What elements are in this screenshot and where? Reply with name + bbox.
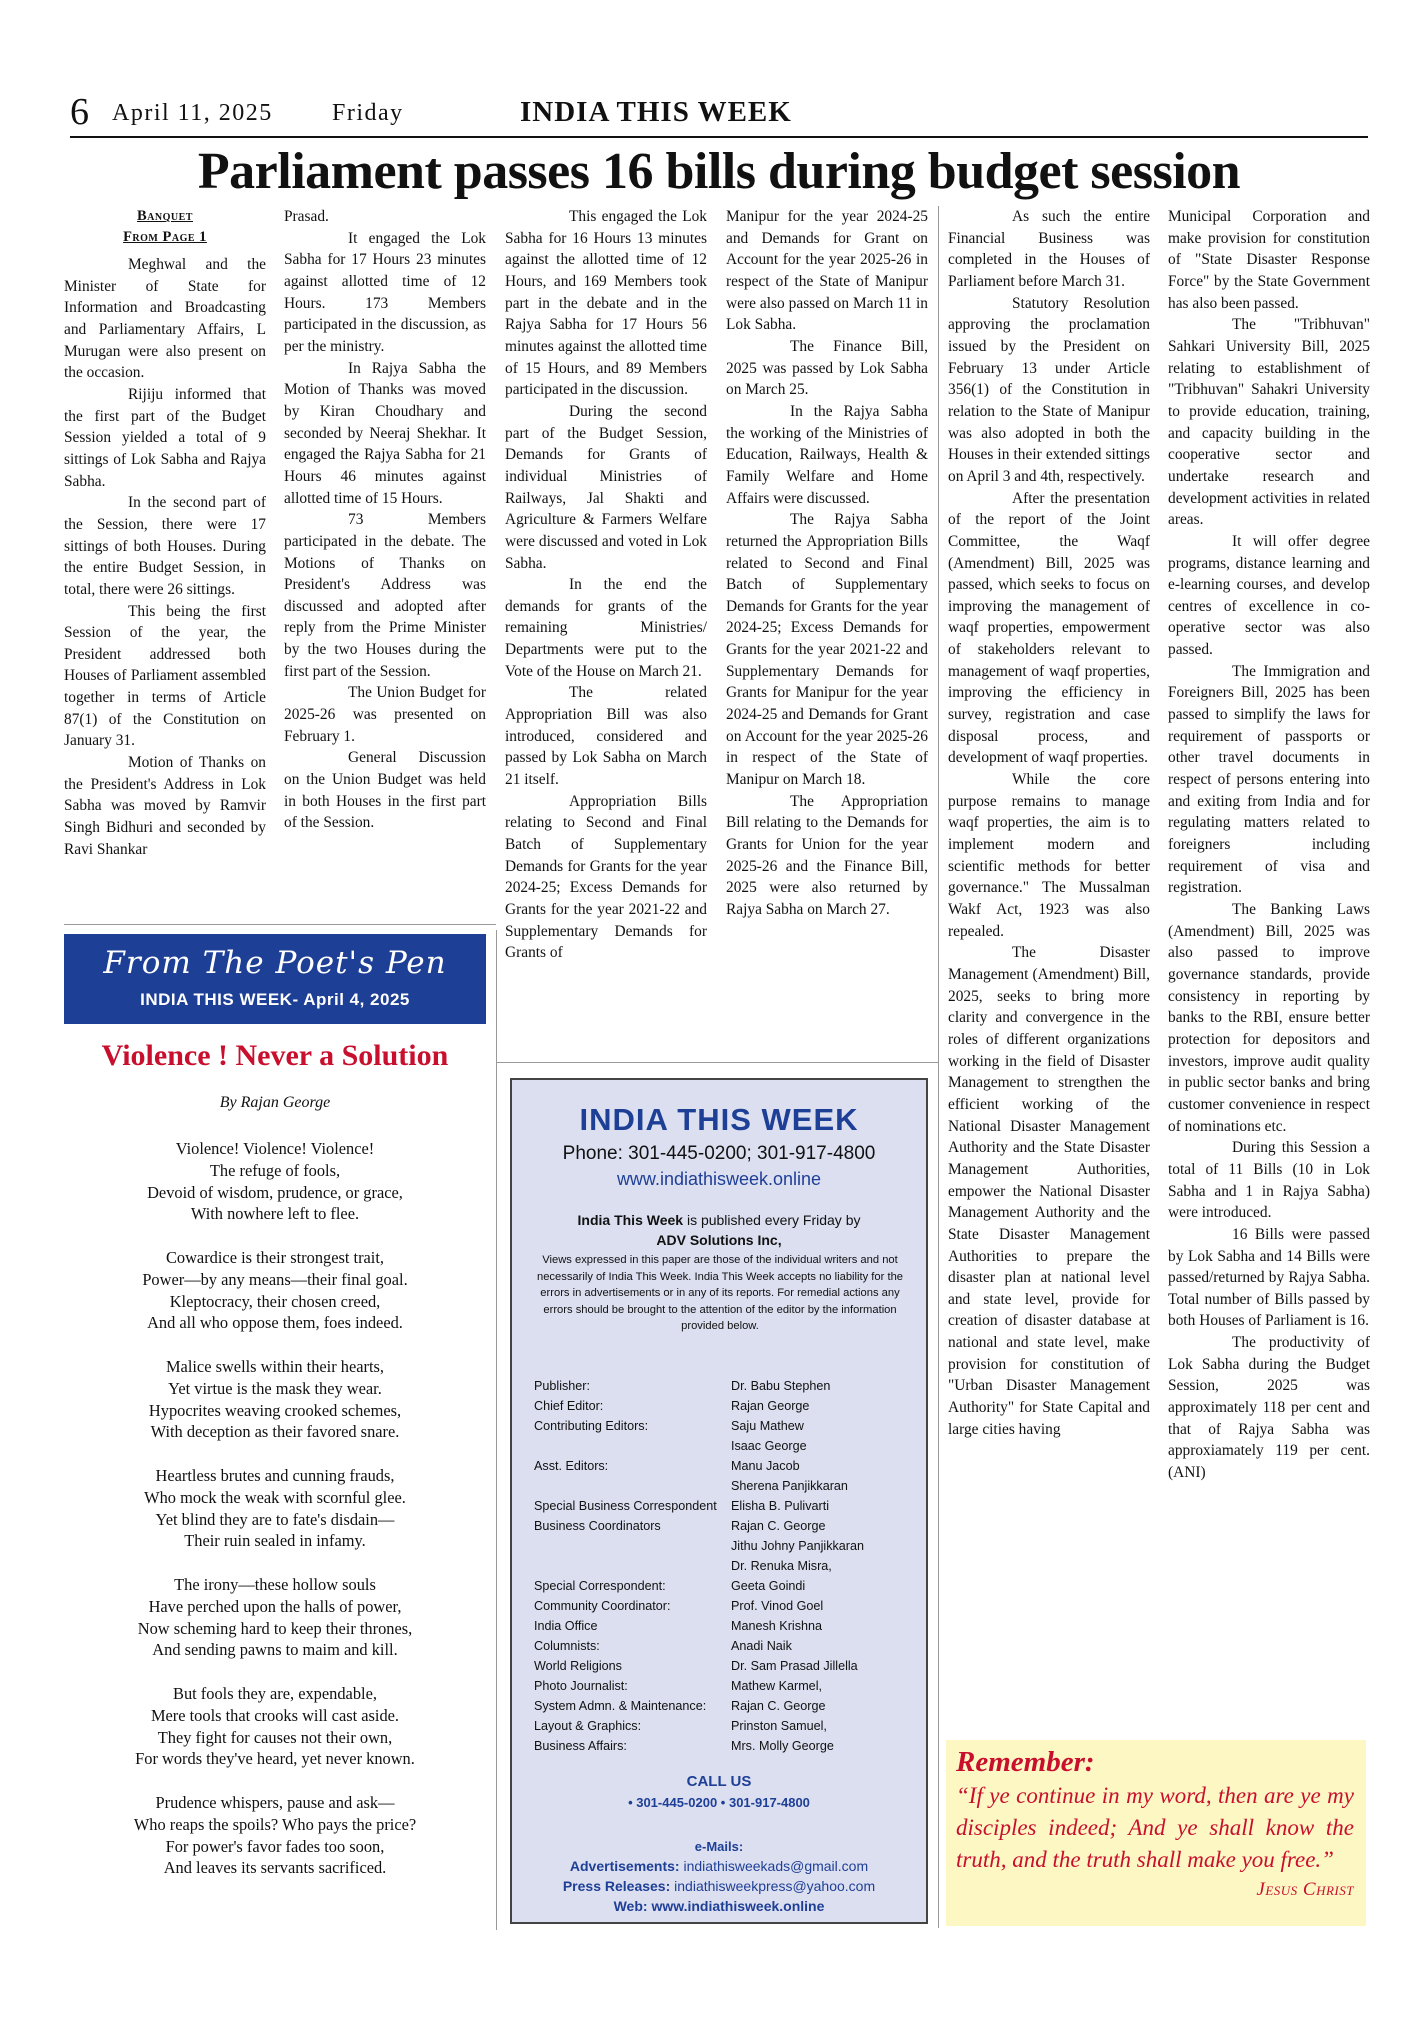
poem-line: And sending pawns to maim and kill. xyxy=(152,1640,398,1660)
poem-line: But fools they are, expendable, xyxy=(173,1683,377,1703)
web-link[interactable]: www.indiathisweek.online xyxy=(651,1898,825,1914)
article-paragraph: Manipur for the year 2024-25 and Demands for Grant on Account for the year 2025-26 in respect of the State of Manipur were also passed on March 11 in Lok Sabha. xyxy=(726,208,928,334)
article-paragraph: The Rajya Sabha returned the Appropriation Bills related to Second and Final Batch of Supplementary Demands for Grants for the year 2024-25; Excess Demands for Grants for the year 2021-22 and Supplementary Demands for Grants for Manipur for the year 2024-25 and Demands for Grant on Account for the year 2025-26 in respect of the State of Manipur on March 18. xyxy=(726,511,928,789)
poem-line: Their ruin sealed in infamy. xyxy=(184,1531,366,1551)
info-box-website[interactable]: www.indiathisweek.online xyxy=(616,1169,822,1189)
staff-row xyxy=(534,1436,914,1456)
poem-title: Violence ! Never a Solution xyxy=(101,1039,449,1072)
poets-pen-banner xyxy=(64,934,486,1024)
poem-stanza xyxy=(64,1138,486,1225)
staff-row xyxy=(534,1636,914,1656)
email-list xyxy=(512,1856,926,1916)
publisher-statement xyxy=(512,1210,926,1250)
article-paragraph: Prasad. xyxy=(284,208,329,225)
poem-line: With nowhere left to flee. xyxy=(190,1204,360,1224)
page-number: 6 xyxy=(70,91,89,133)
article-paragraph: The Appropriation Bill relating to the Demands for Grants for Union for the year 2025-26 and the Finance Bill, 2025 were also returned by Rajya Sabha on March 27. xyxy=(726,792,928,918)
disclaimer: Views expressed in this paper are those of the individual writers and not necessarily of India This Week. India This Week accepts no liability for the errors in advertisements or in any of its reports. For remedial actions any errors should be brought to the attention of the editor by the information provided below. xyxy=(536,1254,904,1332)
issue-day: Friday xyxy=(332,100,404,126)
article-column-2 xyxy=(284,206,486,918)
kicker-section: Banquet xyxy=(137,208,193,224)
column-divider xyxy=(496,930,497,1930)
column-body xyxy=(284,206,486,834)
article-paragraph: During this Session a total of 11 Bills (10 in Lok Sabha and 1 in Rajya Sabha) were introduced. xyxy=(1168,1139,1370,1222)
remember-attribution: Jesus Christ xyxy=(1256,1879,1354,1900)
staff-role: Columnists: xyxy=(534,1639,600,1653)
staff-role: Contributing Editors: xyxy=(534,1419,649,1433)
staff-role: Business Coordinators xyxy=(534,1519,661,1533)
article-paragraph: During the second part of the Budget Session, Demands for Grants of individual Ministries of Railways, Jal Shakti and Agriculture & Farmers Welfare were discussed and voted in Lok Sabha. xyxy=(505,402,707,572)
column-body xyxy=(1168,206,1370,1484)
poem-line: Now scheming hard to keep their thrones, xyxy=(137,1618,413,1638)
staff-name: Mathew Karmel, xyxy=(731,1679,822,1693)
poem-line: Hypocrites weaving crooked schemes, xyxy=(148,1400,402,1420)
column-body xyxy=(726,206,928,921)
poem-stanza xyxy=(64,1465,486,1552)
staff-name: Manu Jacob xyxy=(731,1459,800,1473)
staff-name: Geeta Goindi xyxy=(731,1579,806,1593)
issue-date: April 11, 2025 xyxy=(112,100,273,126)
emails-label: e-Mails: xyxy=(694,1839,744,1854)
article-paragraph: In the Rajya Sabha the working of the Ministries of Education, Railways, Health & Family Welfare and Home Affairs were discussed. xyxy=(726,402,928,507)
staff-name: Rajan C. George xyxy=(731,1519,826,1533)
remember-title: Remember: xyxy=(956,1746,1095,1778)
ads-label: Advertisements: xyxy=(569,1858,680,1874)
article-paragraph: General Discussion on the Union Budget was held in both Houses in the first part of the Session. xyxy=(284,749,486,832)
poem-line: Power—by any means—their final goal. xyxy=(142,1269,408,1289)
column-body xyxy=(948,206,1150,1440)
article-paragraph: It engaged the Lok Sabha for 17 Hours 23 minutes against allotted time of 12 Hours. 173 Members participated in the discussion, as per the ministry. xyxy=(284,229,486,355)
poem-stanza xyxy=(64,1356,486,1443)
staff-row xyxy=(534,1576,914,1596)
poem-line: Kleptocracy, their chosen creed, xyxy=(169,1291,381,1311)
staff-row xyxy=(534,1736,914,1756)
paper-name-bold: India This Week xyxy=(577,1212,684,1228)
staff-name: Prof. Vinod Goel xyxy=(731,1599,824,1613)
article-paragraph: In the second part of the Session, there were 17 sittings of both Houses. During the entire Budget Session, in total, there were 26 sittings. xyxy=(64,494,266,598)
article-paragraph: 16 Bills were passed by Lok Sabha and 14 Bills were passed/returned by Rajya Sabha. Total number of Bills passed by both Houses of Parliament is 16. xyxy=(1168,1225,1370,1330)
staff-name: Rajan George xyxy=(731,1399,810,1413)
poem-line: With deception as their favored snare. xyxy=(150,1422,400,1442)
article-paragraph: The related Appropriation Bill was also introduced, considered and passed by Lok Sabha on March 21 itself. xyxy=(505,684,707,789)
article-paragraph: Appropriation Bills relating to Second and Final Batch of Supplementary Demands for Grants for the year 2024-25; Excess Demands for Grants for the year 2021-22 and Supplementary Demands for Grants of xyxy=(505,792,707,962)
poem-line: Mere tools that crooks will cast aside. xyxy=(150,1705,400,1725)
poem-stanza xyxy=(64,1574,486,1661)
column-body xyxy=(64,254,266,860)
article-paragraph: The productivity of Lok Sabha during the Budget Session, 2025 was approximately 118 per cent and that of Rajya Sabha was approxiamately 119 per cent. (ANI) xyxy=(1168,1334,1370,1482)
staff-role xyxy=(534,1436,731,1456)
staff-row xyxy=(534,1476,914,1496)
masthead-rule xyxy=(70,136,1368,138)
article-paragraph: In the end the demands for grants of the remaining Ministries/ Departments were put to the Vote of the House on March 21. xyxy=(505,576,707,680)
staff-role: World Religions xyxy=(534,1659,622,1673)
staff-role: Community Coordinator: xyxy=(534,1599,671,1613)
staff-role: System Admn. & Maintenance: xyxy=(534,1699,707,1713)
publish-frequency: is published every Friday by xyxy=(683,1212,861,1228)
article-paragraph: This engaged the Lok Sabha for 16 Hours 13 minutes against the allotted time of 12 Hours, and 169 Members took part in the debate and in the Rajya Sabha for 17 Hours 56 minutes against the allotted time of 15 Hours, and 89 Members participated in the discussion. xyxy=(505,208,707,399)
poem-line: Violence! Violence! Violence! xyxy=(175,1139,375,1158)
poets-pen-subtitle: INDIA THIS WEEK- April 4, 2025 xyxy=(140,990,410,1009)
section-divider xyxy=(496,1062,938,1063)
article-paragraph: 73 Members participated in the debate. The Motions of Thanks on President's Address was discussed and adopted after reply from the Prime Minister by the two Houses during the first part of the Session. xyxy=(284,511,486,680)
staff-name: Dr. Renuka Misra, xyxy=(731,1559,832,1573)
poets-pen-title: From The Poet's Pen xyxy=(103,945,447,981)
poem-line: Devoid of wisdom, prudence, or grace, xyxy=(147,1182,403,1202)
poem-line: Yet blind they are to fate's disdain— xyxy=(155,1509,395,1529)
article-paragraph: In Rajya Sabha the Motion of Thanks was moved by Kiran Choudhary and seconded by Neeraj Shekhar. It engaged the Rajya Sabha for 21 Hours 46 minutes against allotted time of 15 Hours. xyxy=(284,359,486,507)
staff-row xyxy=(534,1656,914,1676)
staff-role xyxy=(534,1556,731,1576)
staff-name: Isaac George xyxy=(731,1439,807,1453)
poem-line: Heartless brutes and cunning frauds, xyxy=(155,1465,395,1485)
poem-line: The irony—these hollow souls xyxy=(174,1574,376,1594)
poem-line: For words they've heard, yet never known. xyxy=(135,1749,415,1769)
article-paragraph: Motion of Thanks on the President's Address in Lok Sabha was moved by Ramvir Singh Bidhuri and seconded by Ravi Shankar xyxy=(64,754,266,858)
staff-role xyxy=(534,1536,731,1556)
article-column-4 xyxy=(726,206,928,1054)
poem-line: And all who oppose them, foes indeed. xyxy=(147,1313,403,1333)
poem-body xyxy=(64,1138,486,1901)
staff-row xyxy=(534,1716,914,1736)
article-column-5 xyxy=(948,206,1150,1696)
staff-row xyxy=(534,1616,914,1636)
staff-role: Special Correspondent: xyxy=(534,1579,666,1593)
article-paragraph: This being the first Session of the year, the President addressed both Houses of Parliament assembled together in terms of Article 87(1) of the Constitution on January 31. xyxy=(64,602,266,750)
staff-name: Sherena Panjikkaran xyxy=(731,1479,848,1493)
section-divider xyxy=(64,924,496,925)
column-divider xyxy=(938,206,939,1928)
poem-line: And leaves its servants sacrificed. xyxy=(163,1858,387,1878)
article-paragraph: As such the entire Financial Business was completed in the Houses of Parliament before March 31. xyxy=(948,208,1150,290)
staff-row xyxy=(534,1456,914,1476)
staff-role: Photo Journalist: xyxy=(534,1679,628,1693)
publication-info-box xyxy=(510,1078,928,1924)
poem-stanza xyxy=(64,1683,486,1770)
article-paragraph: The Immigration and Foreigners Bill, 2025 has been passed to simplify the laws for requirement of passports or other travel documents in respect of persons entering into and exiting from India and for regulating matters related to foreigners including requirement of visa and registration. xyxy=(1168,662,1370,897)
poem-line: Who reaps the spoils? Who pays the price? xyxy=(133,1814,417,1834)
staff-row xyxy=(534,1676,914,1696)
poem-stanza xyxy=(64,1247,486,1334)
web-label: Web: xyxy=(613,1898,648,1914)
staff-row xyxy=(534,1536,914,1556)
remember-quote: “If ye continue in my word, then are ye my disciples indeed; And ye shall know the truth, and the truth shall make you free.” xyxy=(956,1783,1354,1872)
staff-row xyxy=(534,1556,914,1576)
article-paragraph: The Union Budget for 2025-26 was presented on February 1. xyxy=(284,684,486,745)
staff-name: Mrs. Molly George xyxy=(731,1739,834,1753)
staff-name: Elisha B. Pulivarti xyxy=(731,1499,829,1513)
press-email-link[interactable]: indiathisweekpress@yahoo.com xyxy=(674,1878,876,1894)
headline: Parliament passes 16 bills during budget session xyxy=(197,143,1241,200)
article-paragraph: The "Tribhuvan" Sahkari University Bill, 2025 relating to establishment of "Tribhuvan" Sahakri University to provide education, training, and capacity building in the cooperative sector and undertake research and development activities in related areas. xyxy=(1168,316,1370,529)
poem-stanza xyxy=(64,1792,486,1879)
remember-box xyxy=(946,1740,1366,1926)
poem-line: For power's favor fades too soon, xyxy=(165,1836,385,1856)
article-paragraph: Municipal Corporation and make provision for constitution of "State Disaster Response Force" by the State Government has also been passed. xyxy=(1168,208,1370,312)
article-column-6 xyxy=(1168,206,1370,1696)
poem-line: Prudence whispers, pause and ask— xyxy=(155,1792,395,1812)
poem-author: By Rajan George xyxy=(219,1094,331,1111)
staff-row xyxy=(534,1516,914,1536)
publisher-company: ADV Solutions Inc, xyxy=(656,1232,782,1248)
call-us-label: CALL US xyxy=(686,1773,752,1790)
ads-email-link[interactable]: indiathisweekads@gmail.com xyxy=(683,1858,869,1874)
press-label: Press Releases: xyxy=(562,1878,671,1894)
info-box-title: INDIA THIS WEEK xyxy=(579,1102,859,1137)
staff-name: Jithu Johny Panjikkaran xyxy=(731,1539,865,1553)
staff-role: Layout & Graphics: xyxy=(534,1719,642,1733)
staff-row xyxy=(534,1396,914,1416)
poem-line: Have perched upon the halls of power, xyxy=(148,1596,402,1616)
article-paragraph: Statutory Resolution approving the proclamation issued by the President on February 13 under Article 356(1) of the Constitution in relation to the State of Manipur was also adopted in both the Houses in their extended sittings on April 3 and 4th, respectively. xyxy=(948,294,1150,485)
staff-list xyxy=(534,1376,914,1756)
article-paragraph: It will offer degree programs, distance learning and e-learning courses, and develop centres of excellence in co-operative sector was also passed. xyxy=(1168,532,1370,659)
article-column-1 xyxy=(64,206,266,914)
article-paragraph: While the core purpose remains to manage waqf properties, the aim is to implement modern and scientific methods for better governance." The Mussalman Wakf Act, 1923 was also repealed. xyxy=(948,771,1150,940)
staff-row xyxy=(534,1496,914,1516)
poem-line: They fight for causes not their own, xyxy=(157,1727,393,1747)
staff-role: Business Affairs: xyxy=(534,1739,627,1753)
staff-row xyxy=(534,1696,914,1716)
column-body xyxy=(505,206,707,964)
article-column-3 xyxy=(505,206,707,1054)
staff-row xyxy=(534,1416,914,1436)
masthead xyxy=(70,92,1368,136)
article-paragraph: Rijiju informed that the first part of the Budget Session yielded a total of 9 sittings of Lok Sabha and Rajya Sabha. xyxy=(64,385,266,490)
article-paragraph: The Disaster Management (Amendment) Bill, 2025, seeks to bring more clarity and convergence in the roles of different organizations working in the field of Disaster Management to strengthen the efficient working of the National Disaster Management Authority and the State Disaster Management Authorities, empower the National Disaster Management Authority and the State Disaster Management Authorities to prepare the disaster plan at national level and state level, provide for creation of disaster database at national and state level, make provision for constitution of "Urban Disaster Management Authority" for State Capital and large cities having xyxy=(948,944,1150,1438)
staff-name: Saju Mathew xyxy=(731,1419,804,1433)
article-paragraph: The Finance Bill, 2025 was passed by Lok Sabha on March 25. xyxy=(726,337,928,399)
article-paragraph: The Banking Laws (Amendment) Bill, 2025 was also passed to improve governance standards, provide consistency in reporting by banks to the RBI, ensure better protection for depositors and investors, improve audit quality in public sector banks and bring customer convenience in respect of nominations etc. xyxy=(1168,901,1370,1135)
staff-row xyxy=(534,1596,914,1616)
staff-name: Anadi Naik xyxy=(731,1639,792,1653)
article-paragraph: Meghwal and the Minister of State for Information and Broadcasting and Parliamentary Affairs, L Murugan were also present on the occasion. xyxy=(64,256,266,382)
staff-name: Rajan C. George xyxy=(731,1699,826,1713)
staff-role: Chief Editor: xyxy=(534,1399,604,1413)
paper-name: INDIA THIS WEEK xyxy=(520,96,792,128)
kicker-jump: From Page 1 xyxy=(123,229,207,245)
staff-role: India Office xyxy=(534,1619,598,1633)
poem-line: Malice swells within their hearts, xyxy=(165,1356,385,1376)
poem-line: Who mock the weak with scornful glee. xyxy=(144,1487,406,1507)
staff-name: Dr. Babu Stephen xyxy=(731,1379,831,1393)
staff-role xyxy=(534,1476,731,1496)
article-paragraph: After the presentation of the report of the Joint Committee, the Waqf (Amendment) Bill, 2025 was passed, which seeks to focus on improving the management of waqf properties, empowerment of stakeholders relevant to management of waqf properties, improving the efficiency in survey, registration and case disposal process, and development of waqf properties. xyxy=(948,489,1150,767)
staff-role: Publisher: xyxy=(534,1379,591,1393)
poem-line: Yet virtue is the mask they wear. xyxy=(168,1378,382,1398)
staff-name: Dr. Sam Prasad Jillella xyxy=(731,1659,858,1673)
staff-name: Manesh Krishna xyxy=(731,1619,823,1633)
call-us-numbers: • 301-445-0200 • 301-917-4800 xyxy=(628,1795,810,1810)
staff-role: Special Business Correspondent xyxy=(534,1499,717,1513)
staff-role: Asst. Editors: xyxy=(534,1459,609,1473)
staff-name: Prinston Samuel, xyxy=(731,1719,827,1733)
poem-line: The refuge of fools, xyxy=(209,1160,341,1180)
info-box-phone: Phone: 301-445-0200; 301-917-4800 xyxy=(562,1143,876,1164)
staff-row xyxy=(534,1376,914,1396)
poem-line: Cowardice is their strongest trait, xyxy=(165,1247,385,1267)
